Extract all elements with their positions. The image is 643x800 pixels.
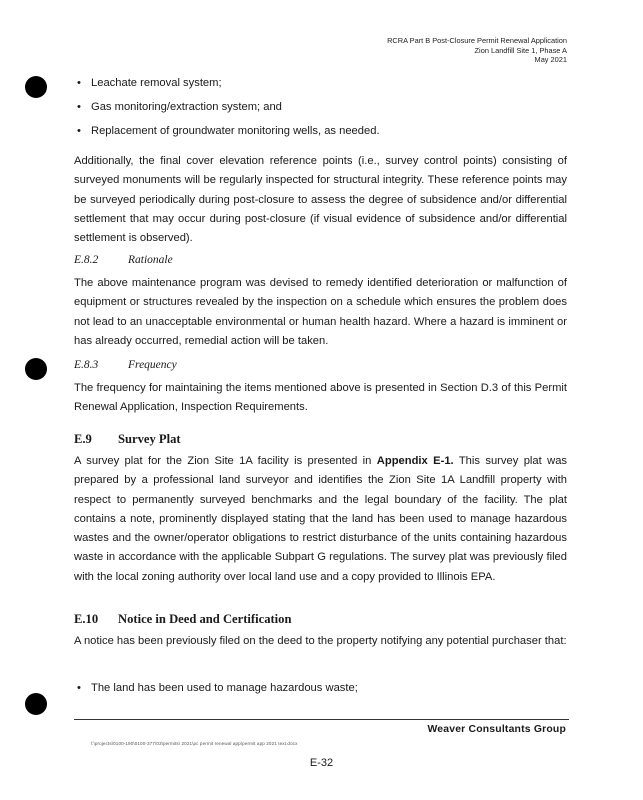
footer-divider (74, 719, 569, 720)
survey-plat-paragraph (74, 452, 567, 587)
frequency-paragraph: The frequency for maintaining the items mentioned above is presented in Section D.3 of this Permit Renewal Application, Inspection Requirements. (74, 382, 567, 414)
section-number: E.8.3 (74, 359, 99, 371)
survey-text-rest: This survey plat was prepared by a professional land surveyor and identifies the Zion Site 1A Landfill property with respect to permanently surveyed benchmarks and the legal boundary of the facility. The plat contains a note, prominently displayed stating that the land has been used to manage hazardous wastes and the owner/operator obligations to restrict disturbance of the units containing hazardous waste in accordance with the applicable Subpart G regulations. The survey plat was previously filed with the local zoning authority over local land use and a copy provided to Illinois EPA. (74, 455, 568, 583)
notice-paragraph: A notice has been previously filed on the deed to the property notifying any potential purchaser that: (74, 635, 567, 647)
section-heading-e8-3 (74, 358, 177, 372)
rationale-paragraph: The above maintenance program was devised to remedy identified deterioration or malfunction of equipment or structures revealed by the inspection on a schedule which ensures the problem does not lead to an unacceptable environmental or human health hazard. Where a hazard is imminent or has already occurred, remedial action will be taken. (74, 277, 567, 347)
section-title: Frequency (128, 359, 177, 371)
header-site: Zion Landfill Site 1, Phase A (474, 45, 567, 55)
binder-hole-bottom (25, 693, 47, 715)
appendix-reference: Appendix E-1. (376, 455, 454, 467)
section-heading-e9 (74, 432, 181, 447)
page-number: E-32 (309, 757, 334, 769)
section-number: E.8.2 (74, 254, 99, 266)
footer-file-path: l:\projects\0100-190\0100-377\03\permits\ 2021\pc permit renewal app\permit app 2021 text.docx (91, 741, 298, 746)
section-number: E.9 (74, 432, 92, 446)
section-title: Survey Plat (118, 432, 181, 446)
list-item: • Gas monitoring/extraction system; and (91, 100, 282, 114)
list-item: • Leachate removal system; (91, 76, 222, 90)
section-heading-e8-2 (74, 253, 173, 267)
header-title: RCRA Part B Post-Closure Permit Renewal Application (387, 36, 567, 45)
binder-hole-top (25, 76, 47, 98)
list-item: • The land has been used to manage hazardous waste; (91, 681, 358, 695)
section-title: Notice in Deed and Certification (118, 612, 292, 626)
binder-hole-middle (25, 358, 47, 380)
reference-points-paragraph: Additionally, the final cover elevation reference points (i.e., survey control points) consisting of surveyed monuments will be regularly inspected for structural integrity. These reference points may be surveyed periodically during post-closure to assess the degree of subsidence and/or differential settlement that may occur during post-closure (if visual evidence of subsidence and/or differential settlement is observed). (74, 155, 567, 245)
section-number: E.10 (74, 612, 99, 626)
list-item: • Replacement of groundwater monitoring wells, as needed. (91, 124, 380, 138)
header-date: May 2021 (534, 55, 567, 64)
survey-text-start: A survey plat for the Zion Site 1A facility is presented in (74, 455, 377, 467)
section-title: Rationale (128, 254, 173, 266)
footer-company: Weaver Consultants Group (427, 724, 566, 735)
section-heading-e10 (74, 612, 291, 627)
page-header (387, 36, 567, 65)
